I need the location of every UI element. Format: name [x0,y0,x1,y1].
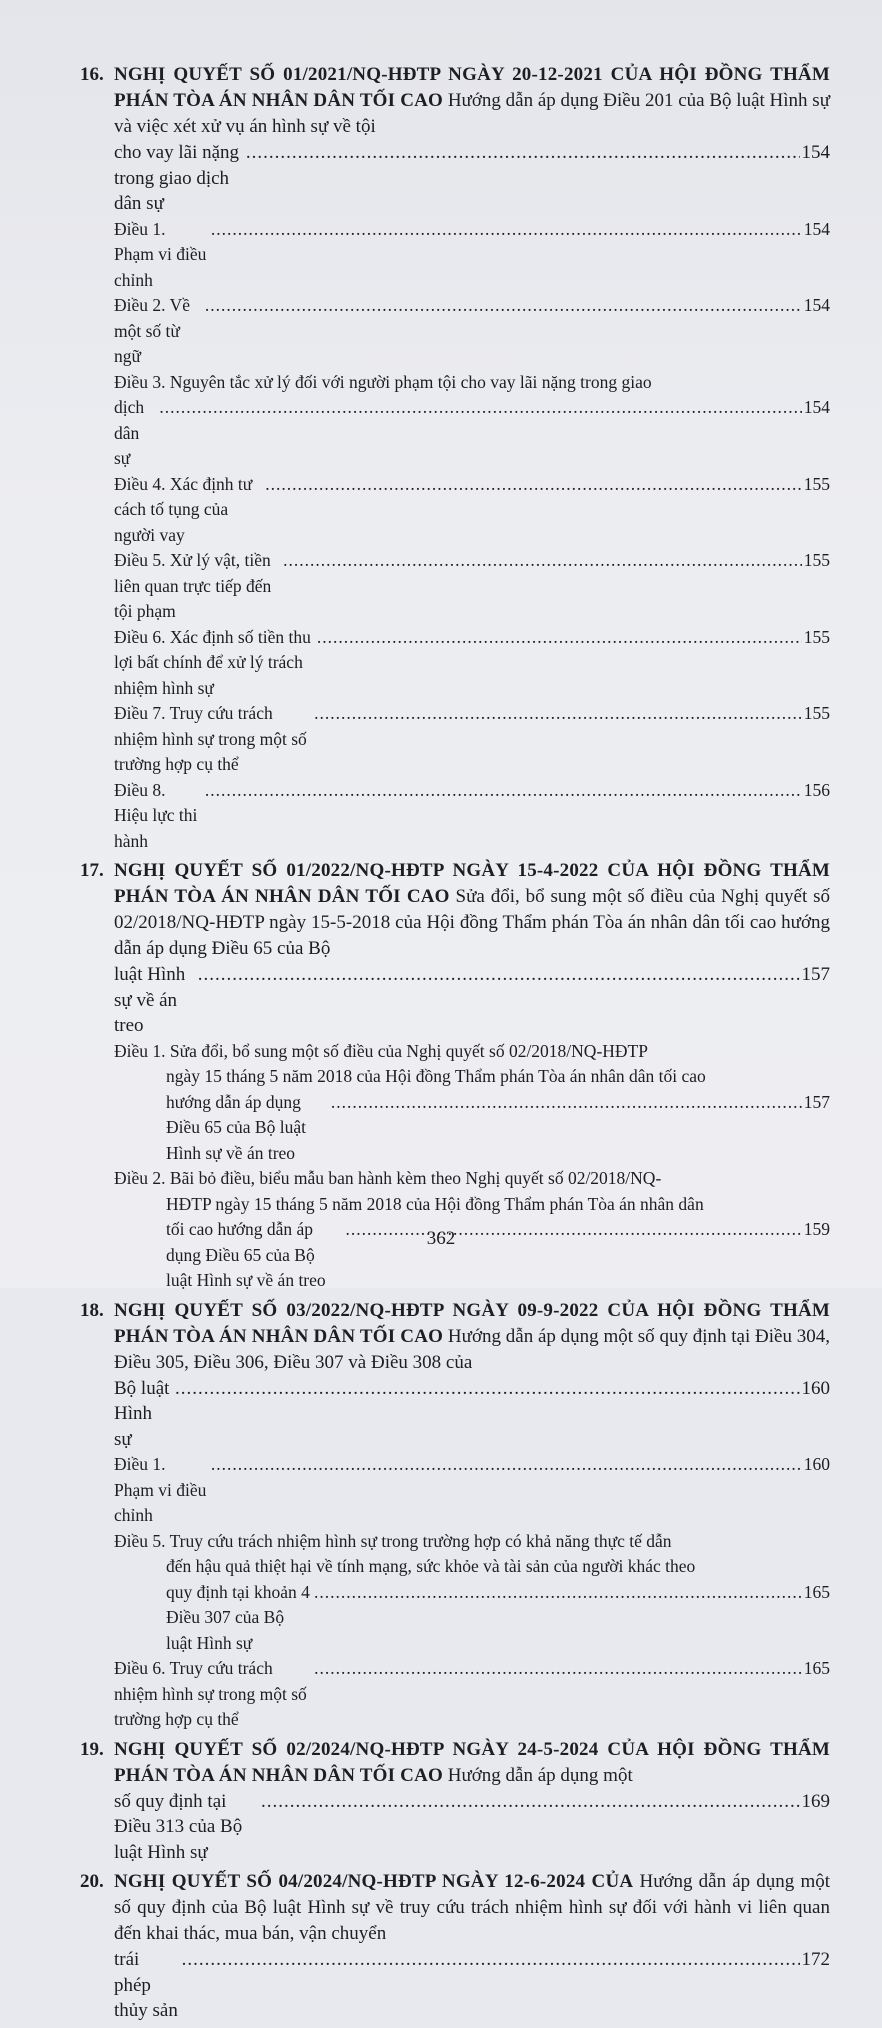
toc-line [114,548,830,625]
toc-line-text: ngày 15 tháng 5 năm 2018 của Hội đồng Thẩm phán Tòa án nhân dân tối cao [166,1066,706,1086]
dot-leader [175,1376,800,1402]
toc-sub-item [114,472,830,549]
toc-page-number: 165 [803,1658,830,1678]
toc-line [114,293,830,370]
entry-heading [114,1298,830,1376]
toc-line [114,217,830,294]
toc-sub-item [114,1529,830,1657]
toc-line-text: dịch dân sự [114,397,145,468]
entry-number: 20. [80,1871,104,1892]
toc-line-text: Điều 8. Hiệu lực thi hành [114,779,198,851]
dot-leader [205,778,802,804]
toc-line-text: Điều 2. Về một số từ ngữ [114,295,190,366]
toc-page-number: 160 [801,1377,830,1399]
toc-line [114,1656,830,1733]
entry-title-rest: Hướng dẫn áp dụng một số quy định của Bộ luật Hình sự về truy cứu trách nhiệm hình sự đối với hành vi liên quan đến khai thác, mua bán, vận chuyển [114,1871,830,1944]
toc-line-text: Điều 7. Truy cứu trách nhiệm hình sự trong một số trường hợp cụ thể [114,703,307,774]
toc-page-number: 155 [803,550,830,570]
dot-leader [283,548,802,574]
entry-heading [114,1737,830,1789]
toc-line [114,472,830,549]
toc-line [114,625,830,702]
entry-number: 18. [80,1299,104,1321]
toc-page-number: 165 [803,1581,830,1602]
toc-line-text: Điều 5. Truy cứu trách nhiệm hình sự trong trường hợp có khả năng thực tế dẫn [114,1530,672,1551]
toc-line [114,1090,830,1167]
toc-page-number: 154 [803,397,830,417]
toc-sub-item [114,1452,830,1529]
dot-leader [198,962,800,988]
toc-sub-item [114,1656,830,1733]
toc-line-text: Điều 1. Phạm vi điều chỉnh [114,1454,207,1525]
toc-sub-first-line [114,1039,830,1065]
toc-line-text: số quy định tại Điều 313 của Bộ luật Hình sự [114,1790,243,1863]
toc-sub-item [114,701,830,778]
page-number: 362 [426,1228,456,1249]
dot-leader [211,1452,802,1478]
toc-line-text: hướng dẫn áp dụng Điều 65 của Bộ luật Hình sự về án treo [166,1091,306,1163]
toc-line [114,1376,830,1453]
toc-line [114,701,830,778]
dot-leader [159,395,801,421]
toc-line-text: Bộ luật Hình sự [114,1377,170,1450]
entry-heading [114,858,830,962]
toc-page-number: 169 [801,1790,830,1812]
dot-leader [182,1947,800,1973]
entry-title-caps: NGHỊ QUYẾT SỐ 01/2021/NQ-HĐTP NGÀY 20-12-2021 CỦA HỘI ĐỒNG THẨM PHÁN TÒA ÁN NHÂN DÂN TỐI CAO [114,64,830,111]
entry-title-rest: Hướng dẫn áp dụng một số quy định tại Điều 304, Điều 305, Điều 306, Điều 307 và Điều 308 của [114,1325,831,1373]
toc-line-text: tối cao hướng dẫn áp dụng Điều 65 của Bộ luật Hình sự về án treo [166,1219,326,1290]
dot-leader [265,472,802,498]
entry-heading [114,1869,830,1947]
toc-line-text: Điều 2. Bãi bỏ điều, biểu mẫu ban hành kèm theo Nghị quyết số 02/2018/NQ- [114,1168,662,1188]
toc-page-number: 154 [801,142,830,163]
toc-page-number: 172 [801,1949,830,1970]
dot-leader [246,140,800,166]
toc-page-number: 154 [803,295,830,315]
entry-number: 16. [80,64,104,85]
toc-sub-item [114,370,830,472]
toc-line-text: quy định tại khoản 4 Điều 307 của Bộ luật Hình sự [166,1581,310,1653]
entry-title-caps: NGHỊ QUYẾT SỐ 02/2024/NQ-HĐTP NGÀY 24-5-2024 CỦA HỘI ĐỒNG THẨM PHÁN TÒA ÁN NHÂN DÂN TỐI CAO [114,1738,830,1786]
toc-line-text: Điều 6. Xác định số tiền thu lợi bất chính để xử lý trách nhiệm hình sự [114,626,311,698]
toc-sub-mid-line [114,1554,830,1580]
toc-line-text: Điều 5. Xử lý vật, tiền liên quan trực tiếp đến tội phạm [114,550,272,621]
toc-line-text: luật Hình sự về án treo [114,964,186,1036]
entry-body [114,1869,830,2024]
toc-line-text: Điều 6. Truy cứu trách nhiệm hình sự trong một số trường hợp cụ thể [114,1658,307,1729]
toc-line [114,1580,830,1657]
toc-page-number: 157 [801,964,830,985]
toc-line-text: Điều 3. Nguyên tắc xử lý đối với người phạm tội cho vay lãi nặng trong giao [114,371,652,392]
toc-page-number: 154 [803,218,830,239]
entry-title-rest: Sửa đổi, bổ sung một số điều của Nghị quyết số 02/2018/NQ-HĐTP ngày 15-5-2018 của Hội đồng Thẩm phán Tòa án nhân dân tối cao hướng dẫn áp dụng Điều 65 của Bộ [114,886,831,959]
toc-sub-item [114,625,830,702]
toc-line-text: Điều 1. Phạm vi điều chỉnh [114,218,207,290]
toc-page-number: 155 [803,626,830,647]
entry-title-caps: NGHỊ QUYẾT SỐ 03/2022/NQ-HĐTP NGÀY 09-9-2022 CỦA HỘI ĐỒNG THẨM PHÁN TÒA ÁN NHÂN DÂN TỐI CAO [114,1299,830,1347]
entry-title-caps: NGHỊ QUYẾT SỐ 01/2022/NQ-HĐTP NGÀY 15-4-2022 CỦA HỘI ĐỒNG THẨM PHÁN TÒA ÁN NHÂN DÂN TỐI CAO [114,860,830,907]
dot-leader [211,217,802,243]
dot-leader [314,1656,802,1682]
toc-line-text: HĐTP ngày 15 tháng 5 năm 2018 của Hội đồng Thẩm phán Tòa án nhân dân [166,1193,704,1214]
toc-entry [80,1298,830,1733]
toc-line [114,778,830,855]
dot-leader [205,293,802,319]
toc-page-number: 157 [803,1091,830,1112]
toc-page-number: 155 [803,473,830,494]
toc-line [114,1789,830,1866]
toc-page-number: 159 [803,1219,830,1239]
toc-sub-item [114,548,830,625]
dot-leader [317,625,802,651]
dot-leader [261,1789,799,1815]
entry-title-caps: NGHỊ QUYẾT SỐ 04/2024/NQ-HĐTP NGÀY 12-6-2024 CỦA [114,1871,634,1892]
toc-line-text: Điều 4. Xác định tư cách tố tụng của người vay [114,473,253,545]
table-of-contents [80,62,830,2028]
toc-entry [80,62,830,854]
toc-sub-item [114,293,830,370]
toc-line [114,395,830,472]
toc-page-number: 160 [803,1454,830,1474]
dot-leader [314,701,802,727]
toc-line [114,962,830,1039]
entry-heading [114,62,830,140]
entry-body [114,1737,830,1866]
entry-title-rest: Hướng dẫn áp dụng Điều 201 của Bộ luật Hình sự và việc xét xử vụ án hình sự về tội [114,90,831,137]
toc-line [114,140,830,217]
toc-entry [80,1737,830,1866]
toc-sub-first-line [114,1529,830,1555]
toc-line-text: đến hậu quả thiệt hại về tính mạng, sức khỏe và tài sản của người khác theo [166,1556,696,1576]
toc-entry [80,1869,830,2024]
toc-line [114,1452,830,1529]
entry-number: 19. [80,1738,104,1760]
toc-sub-item [114,778,830,855]
dot-leader [314,1580,802,1606]
entry-body [114,62,830,854]
toc-sub-first-line [114,1166,830,1192]
toc-line-text: cho vay lãi nặng trong giao dịch dân sự [114,142,240,214]
toc-line-text: Điều 1. Sửa đổi, bổ sung một số điều của Nghị quyết số 02/2018/NQ-HĐTP [114,1040,648,1061]
toc-line [114,1947,830,2024]
toc-line-text: trái phép thủy sản [114,1949,178,2021]
entry-body [114,1298,830,1733]
entry-title-rest: Hướng dẫn áp dụng một [447,1764,633,1786]
toc-page-number: 156 [803,779,830,800]
toc-sub-item [114,217,830,294]
toc-sub-first-line [114,370,830,396]
toc-sub-item [114,1039,830,1167]
toc-page-number: 155 [803,703,830,723]
entry-number: 17. [80,860,104,881]
dot-leader [331,1090,802,1116]
toc-sub-mid-line [114,1064,830,1090]
toc-sub-mid-line [114,1192,830,1218]
